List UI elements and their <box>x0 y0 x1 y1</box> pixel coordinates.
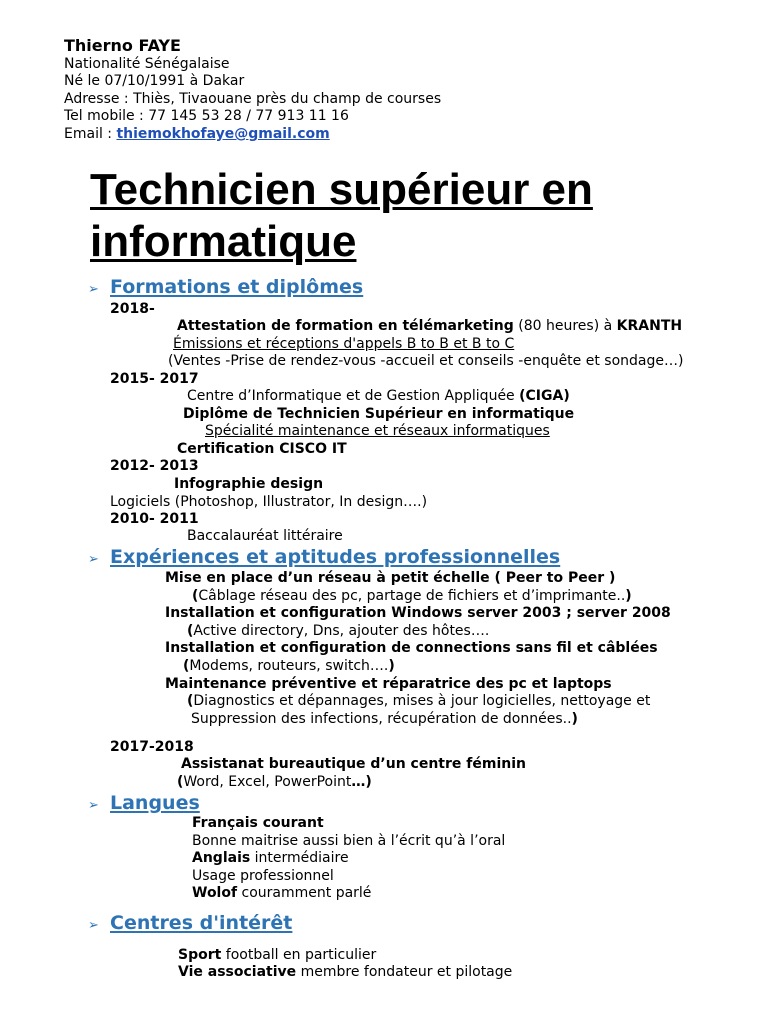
interet-vie-associative: Vie associative membre fondateur et pilotage <box>178 964 513 980</box>
interet-sport: Sport football en particulier <box>178 947 377 963</box>
formation-specialite: Spécialité maintenance et réseaux informatiques <box>205 423 550 439</box>
experience-maintenance-detail-1: (Diagnostics et dépannages, mises à jour logicielles, nettoyage et <box>187 693 651 709</box>
section-heading-langues: Langues <box>110 792 200 814</box>
formation-diplome: Diplôme de Technicien Supérieur en informatique <box>183 406 575 422</box>
langue-francais-detail: Bonne maitrise aussi bien à l’écrit qu’à l’oral <box>192 833 506 849</box>
email-link[interactable]: thiemokhofaye@gmail.com <box>116 126 330 142</box>
formation-infographie: Infographie design <box>174 476 324 492</box>
section-heading-interets: Centres d'intérêt <box>110 912 293 934</box>
email-label: Email : <box>64 126 117 142</box>
formation-telemarketing: Attestation de formation en télémarketing (80 heures) à KRANTH <box>177 318 683 334</box>
formation-ciga: Centre d’Informatique et de Gestion Appliquée (CIGA) <box>187 388 570 404</box>
bullet-arrow-icon: ➢ <box>88 552 99 567</box>
langue-wolof: Wolof couramment parlé <box>192 885 372 901</box>
langue-anglais: Anglais intermédiaire <box>192 850 349 866</box>
experience-assistanat-detail: (Word, Excel, PowerPoint…) <box>177 774 372 790</box>
experience-windows-title: Installation et configuration Windows server 2003 ; server 2008 <box>165 605 671 621</box>
experience-reseau-detail: (Câblage réseau des pc, partage de fichiers et d’imprimante..) <box>192 588 632 604</box>
bullet-arrow-icon: ➢ <box>88 282 99 297</box>
section-heading-experiences: Expériences et aptitudes professionnelles <box>110 546 561 568</box>
experience-maintenance-title: Maintenance préventive et réparatrice des pc et laptops <box>165 676 612 692</box>
cv-title-line-1: Technicien supérieur en <box>90 165 593 214</box>
experience-assistanat: Assistanat bureautique d’un centre féminin <box>181 756 526 772</box>
phone: Tel mobile : 77 145 53 28 / 77 913 11 16 <box>64 108 349 124</box>
formation-bac: Baccalauréat littéraire <box>187 528 343 544</box>
year-2012-2013: 2012- 2013 <box>110 458 199 474</box>
bullet-arrow-icon: ➢ <box>88 798 99 813</box>
formation-ventes: (Ventes -Prise de rendez-vous -accueil et conseils -enquête et sondage…) <box>168 353 684 369</box>
year-2018: 2018- <box>110 301 155 317</box>
formation-certification: Certification CISCO IT <box>177 441 347 457</box>
langue-anglais-usage: Usage professionnel <box>192 868 334 884</box>
candidate-name: Thierno FAYE <box>64 36 181 55</box>
section-heading-formations: Formations et diplômes <box>110 276 364 298</box>
cv-title-line-2: informatique <box>90 217 357 266</box>
nationality: Nationalité Sénégalaise <box>64 56 230 72</box>
year-2010-2011: 2010- 2011 <box>110 511 199 527</box>
formation-emissions: Émissions et réceptions d'appels B to B et B to C <box>173 336 515 352</box>
year-2015-2017: 2015- 2017 <box>110 371 199 387</box>
experience-wireless-title: Installation et configuration de connections sans fil et câblées <box>165 640 658 656</box>
experience-wireless-detail: (Modems, routeurs, switch….) <box>183 658 395 674</box>
experience-windows-detail: (Active directory, Dns, ajouter des hôtes…. <box>187 623 490 639</box>
birth-info: Né le 07/10/1991 à Dakar <box>64 73 245 89</box>
langue-francais: Français courant <box>192 815 324 831</box>
email-line <box>64 126 330 143</box>
bullet-arrow-icon: ➢ <box>88 918 99 933</box>
formation-logiciels: Logiciels (Photoshop, Illustrator, In design….) <box>110 494 428 510</box>
address: Adresse : Thiès, Tivaouane près du champ de courses <box>64 91 442 107</box>
experience-reseau-title: Mise en place d’un réseau à petit échelle ( Peer to Peer ) <box>165 570 616 586</box>
experience-maintenance-detail-2: Suppression des infections, récupération de données..) <box>191 711 578 727</box>
year-2017-2018: 2017-2018 <box>110 739 194 755</box>
